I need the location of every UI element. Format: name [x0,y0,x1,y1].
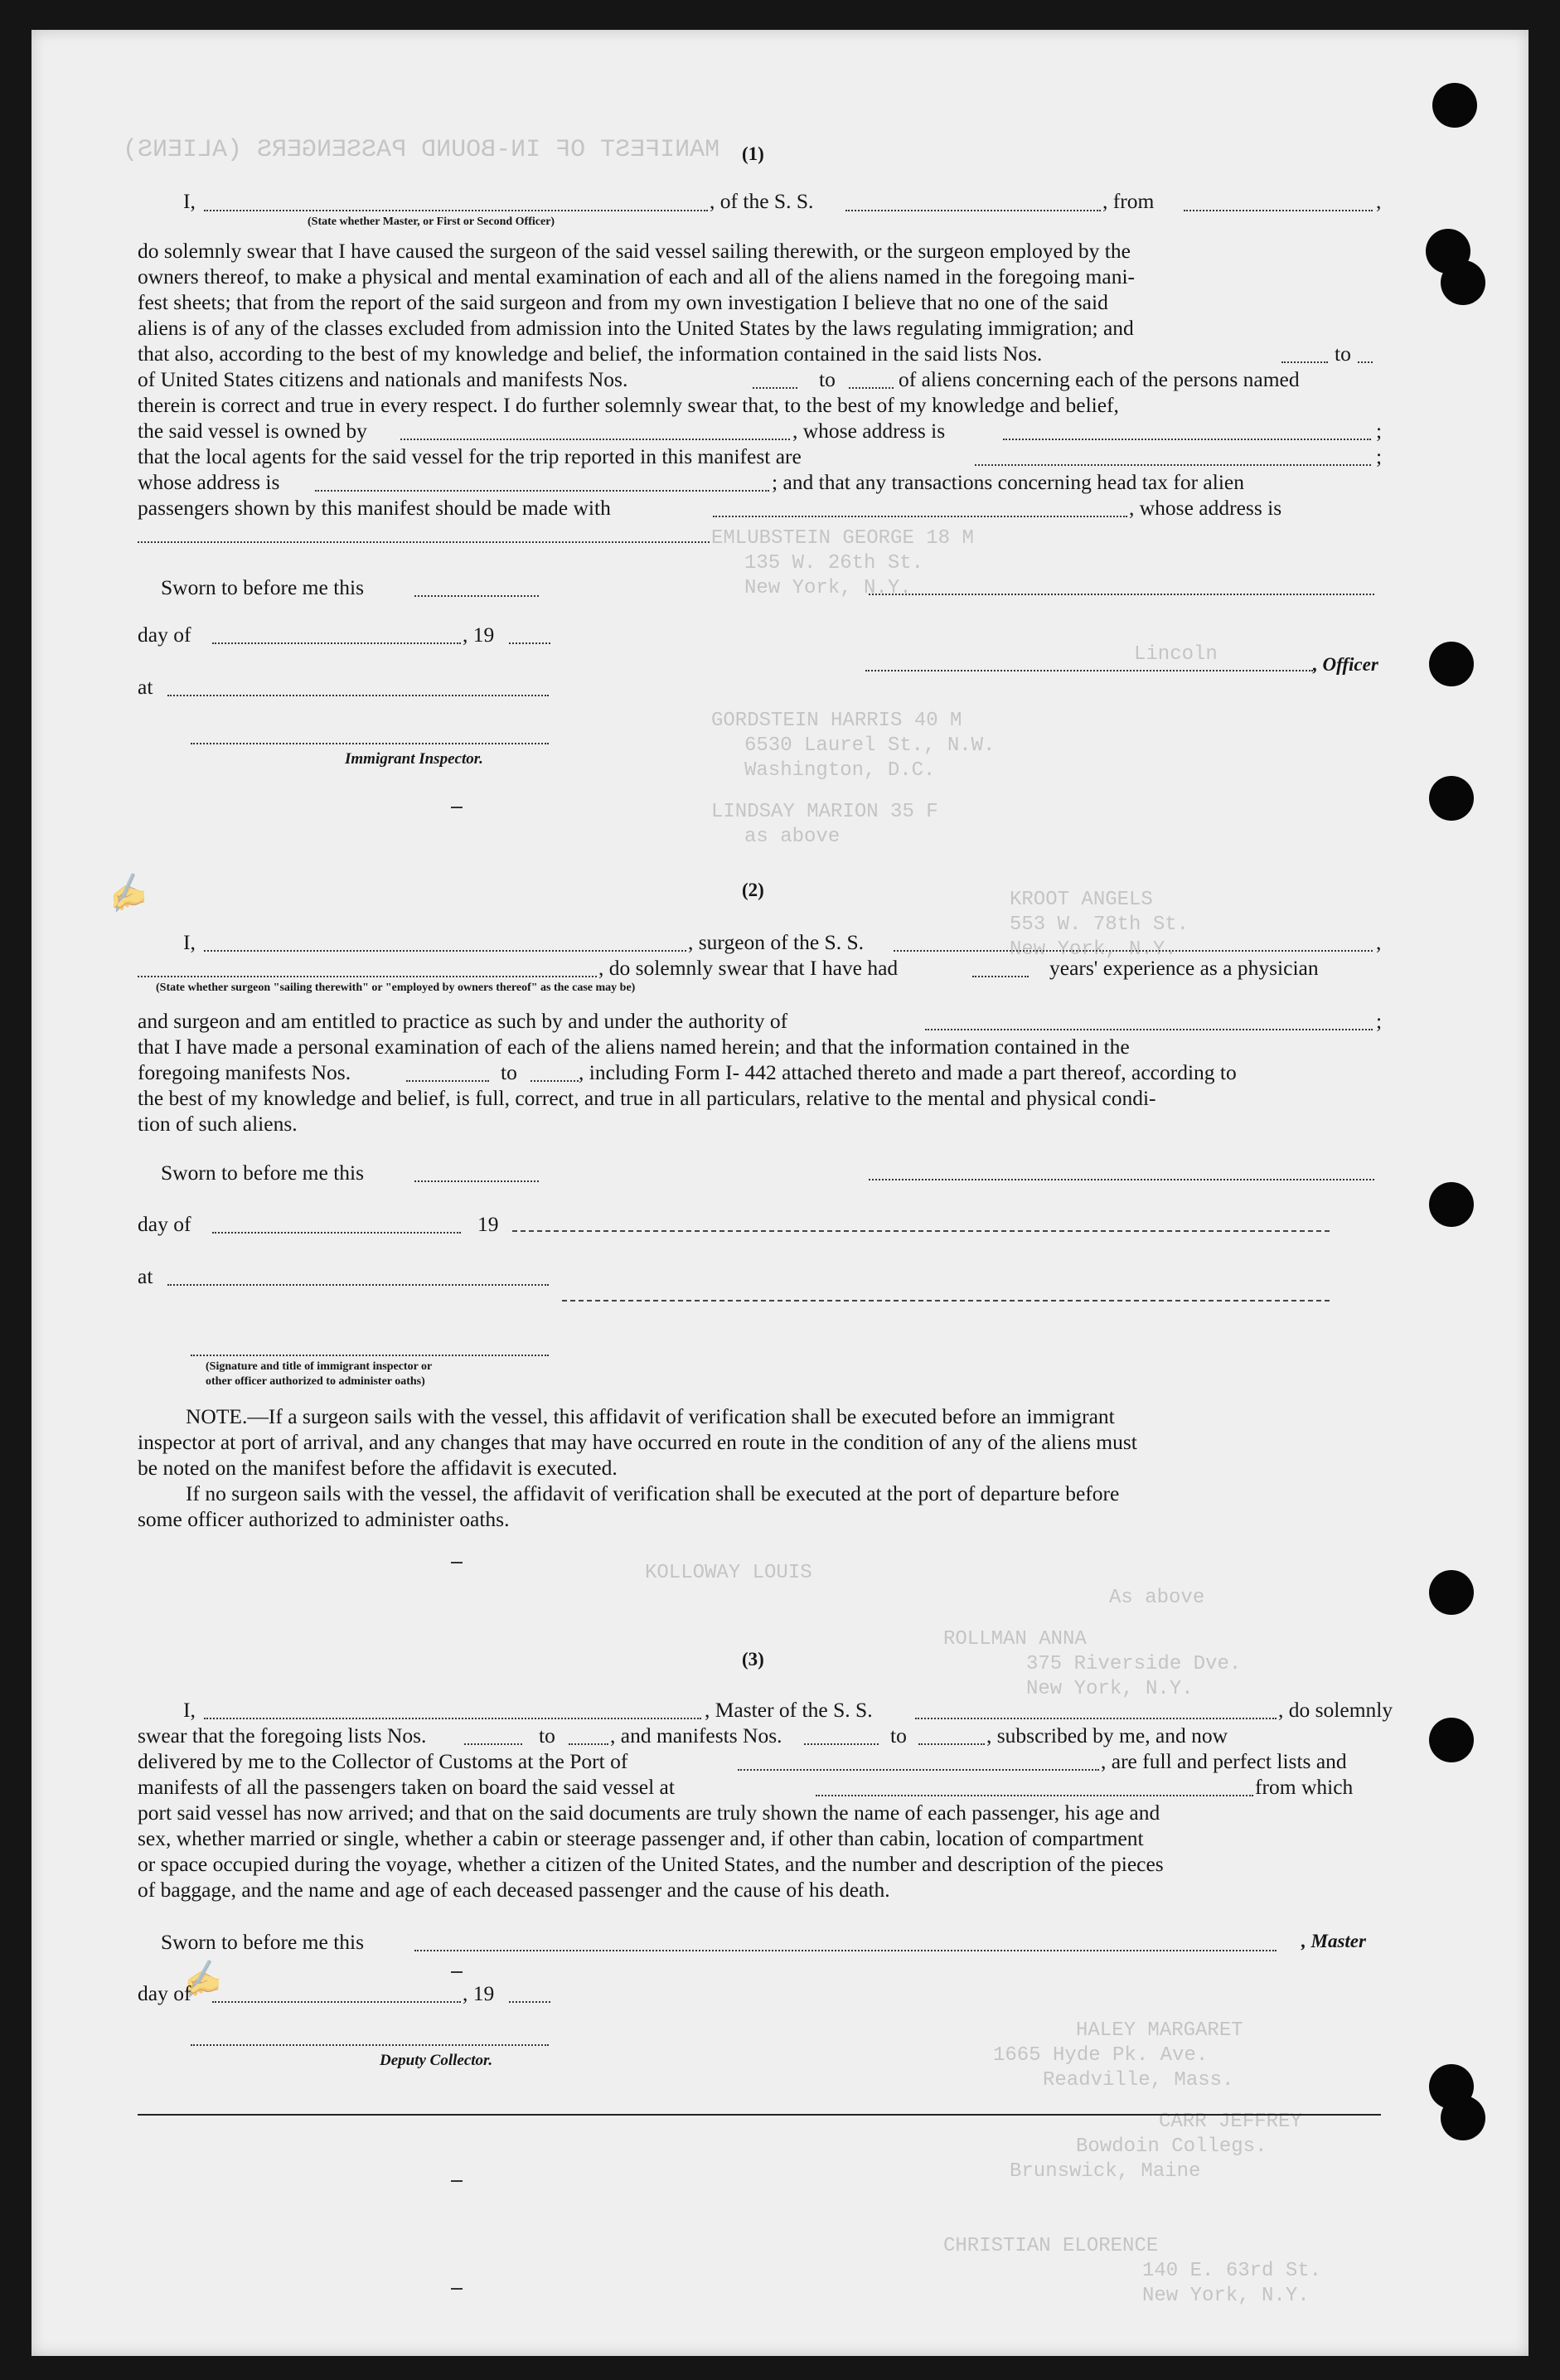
s2-at-blank [167,1284,549,1286]
s3-do-solemnly: , do solemnly [1278,1698,1393,1722]
s3-manifests-to-blank [918,1743,985,1745]
s1-inspector-line [191,743,549,744]
s3-line-2: swear that the foregoing lists Nos. [138,1723,427,1747]
s1-head-tax-address-blank [138,541,710,543]
s1-year-blank [509,642,550,644]
bleed-line: HALEY MARGARET [1076,2019,1243,2042]
bleed-line: As above [1109,1587,1205,1609]
s1-line-8: the said vessel is owned by [138,419,367,443]
bleed-header: MANIFEST OF IN-BOUND PASSENGERS (ALIENS) [123,136,720,164]
s1-sworn: Sworn to before me this [161,575,365,599]
s3-line-4: manifests of all the passengers taken on board the said vessel at [138,1775,675,1799]
section-1-number: (1) [742,143,764,164]
s1-owner-blank [400,439,790,440]
s3-line-5: port said vessel has now arrived; and that on the said documents are truly shown the name of each passenger, his age and [138,1801,1160,1825]
s2-note-5: some officer authorized to administer oaths. [138,1507,510,1531]
s1-manifests-to-blank [849,387,894,389]
s2-form: , including Form I- 442 attached thereto and made a part thereof, according to [579,1060,1237,1084]
bleed-line: Brunswick, Maine [1010,2160,1201,2183]
bleed-line: Readville, Mass. [1043,2069,1234,2092]
s3-day-of: day of [138,1981,191,2005]
s1-inspector-label: Immigrant Inspector. [345,750,483,768]
semicolon: ; [1376,1009,1383,1033]
s2-authority-blank [925,1029,1373,1030]
mark [451,807,463,808]
s1-day-blank [212,642,461,644]
s2-note-3: be noted on the manifest before the affidavit is executed. [138,1456,618,1480]
s1-at: at [138,675,153,699]
bottom-rule [138,2114,1381,2116]
s1-from: , from [1102,189,1155,213]
s2-note-4: If no surgeon sails with the vessel, the affidavit of verification shall be executed at the port of departure before [186,1481,1120,1505]
s2-manifests-to-blank [530,1080,579,1082]
s1-line-10: whose address is [138,470,280,494]
s2-line-2: that I have made a personal examination of each of the aliens named herein; and that the information contained in the [138,1035,1130,1059]
punch-hole [1429,1570,1474,1615]
s2-at: at [138,1264,153,1288]
s1-line-2: owners thereof, to make a physical and mental examination of each and all of the aliens named in the foregoing mani- [138,264,1136,288]
s1-officer-blank [204,210,708,211]
s1-at-blank [167,695,549,696]
s2-sig-note-2: other officer authorized to administer oaths) [206,1375,425,1388]
bleed-line: New York, N.Y. [1010,938,1177,961]
s1-line-5: that also, according to the best of my knowledge and belief, the information contained in the said lists Nos. [138,342,1043,366]
punch-hole [1441,260,1485,305]
s3-master-of: , Master of the S. S. [705,1698,873,1722]
bleed-line: 553 W. 78th St. [1010,914,1189,936]
s3-port-blank [738,1769,1099,1771]
s1-sworn-blank [414,595,539,597]
bleed-line: CHRISTIAN ELORENCE [943,2235,1159,2257]
s2-ship-blank [894,950,1373,952]
s2-sailing-note: (State whether surgeon "sailing therewith" or "employed by owners thereof" as the case may be) [156,982,636,994]
bleed-line: Washington, D.C. [744,759,936,782]
s1-officer-label: , Officer [1313,654,1378,675]
s3-to: to [539,1723,555,1747]
s2-years: years' experience as a physician [1049,956,1319,980]
s1-officer-signature-line [869,594,1374,595]
s1-ship-blank [845,210,1101,211]
s3-lists-blank [464,1743,522,1745]
bleed-line: CARR JEFFREY [1159,2111,1302,2133]
s1-agents-blank [975,464,1371,466]
punch-hole [1429,776,1474,821]
s3-and-manifests: , and manifests Nos. [610,1723,782,1747]
s2-swear-had: , do solemnly swear that I have had [598,956,899,980]
punch-hole [1429,642,1474,686]
s1-to-2: to [819,367,836,391]
s1-line-9: that the local agents for the said vessel for the trip reported in this manifest are [138,444,802,468]
s2-dashed-line [512,1230,1330,1232]
punch-hole [1429,1718,1474,1762]
s3-lists-to-blank [569,1743,608,1745]
s3-line-8: of baggage, and the name and age of each deceased passenger and the cause of his death. [138,1878,890,1902]
manifest-page [31,30,1529,2356]
bleed-line: ROLLMAN ANNA [943,1628,1087,1650]
s2-to: to [501,1060,517,1084]
s3-year-blank [509,2001,550,2003]
s2-dashed-line-2 [562,1300,1330,1301]
bleed-line: New York, N.Y. [744,577,912,599]
s1-intro: I, [183,189,196,213]
comma: , [1376,189,1382,213]
s3-sworn: Sworn to before me this [161,1930,365,1954]
s2-manifests-blank [406,1080,489,1082]
s3-collector-line [191,2044,549,2046]
s2-surgeon-blank [204,950,686,952]
s2-sworn: Sworn to before me this [161,1161,365,1185]
s3-collector-label: Deputy Collector. [380,2052,493,2069]
s2-note-2: inspector at port of arrival, and any changes that may have occurred en route in the condition of any of the aliens must [138,1430,1137,1454]
s3-to-2: to [890,1723,907,1747]
s2-surgeon-signature-line [869,1179,1374,1180]
bleed-line: KROOT ANGELS [1010,889,1153,911]
s3-subscribed: , subscribed by me, and now [986,1723,1228,1747]
s2-sailing-blank [138,976,597,977]
s2-line-1: and surgeon and am entitled to practice as such by and under the authority of [138,1009,788,1033]
mark [451,1562,463,1563]
bleed-line: 6530 Laurel St., N.W. [744,734,996,757]
s3-full-lists: , are full and perfect lists and [1101,1749,1347,1773]
bleed-line: as above [744,826,841,848]
s3-intro: I, [183,1698,196,1722]
s2-signature-line [191,1355,549,1356]
mark [451,2180,463,2182]
semicolon: ; [1376,444,1383,468]
s2-year: 19 [477,1212,499,1236]
bleed-line: LINDSAY MARION 35 F [711,801,938,823]
bleed-line: 140 E. 63rd St. [1142,2260,1322,2282]
s1-head-tax: ; and that any transactions concerning head tax for alien [772,470,1244,494]
s3-line-7: or space occupied during the voyage, whether a citizen of the United States, and the number and description of the pieces [138,1852,1164,1876]
bleed-line: GORDSTEIN HARRIS 40 M [711,710,962,732]
s1-from-blank [1184,210,1373,211]
s2-years-blank [972,976,1029,977]
s2-day-of: day of [138,1212,191,1236]
bleed-line: Lincoln [1134,643,1218,666]
bleed-line: 135 W. 26th St. [744,552,924,574]
s3-master-blank [204,1718,701,1719]
s1-line-4: aliens is of any of the classes excluded from admission into the United States by the laws regulating immigration; and [138,316,1134,340]
s2-intro: I, [183,930,196,954]
s2-line-3: foregoing manifests Nos. [138,1060,351,1084]
s1-of-ss: , of the S. S. [710,189,814,213]
s2-day-blank [212,1232,461,1234]
bleed-line: New York, N.Y. [1142,2285,1310,2307]
section-2-number: (2) [742,880,764,900]
bleed-line: KOLLOWAY LOUIS [645,1562,812,1584]
s2-sworn-blank [414,1180,539,1182]
punch-hole [1441,2096,1485,2140]
s1-head-tax-blank [713,516,1127,517]
punch-hole [1432,83,1477,128]
s1-whose-address: , whose address is [792,419,946,443]
s1-line-3: fest sheets; that from the report of the said surgeon and from my own investigation I believe that no one of the said [138,290,1108,314]
semicolon: ; [1376,419,1383,443]
s2-sig-note-1: (Signature and title of immigrant inspector or [206,1360,433,1373]
s1-officer-note: (State whether Master, or First or Second Officer) [308,216,555,228]
s1-manifests-blank [753,387,797,389]
s3-line-3: delivered by me to the Collector of Customs at the Port of [138,1749,628,1773]
section-3-number: (3) [742,1649,764,1670]
punch-hole [1429,1182,1474,1227]
s1-line-11: passengers shown by this manifest should be made with [138,496,611,520]
s3-from-which: from which [1255,1775,1354,1799]
s1-day-of: day of [138,623,191,647]
s1-officer-title-line [865,670,1313,671]
s1-of-aliens: of aliens concerning each of the persons named [899,367,1300,391]
s1-whose-address-2: , whose address is [1129,496,1282,520]
s2-line-5: tion of such aliens. [138,1112,298,1136]
s3-sworn-blank [414,1950,1277,1951]
bleed-line: 375 Riverside Dve. [1026,1653,1242,1675]
s3-master-label: , Master [1301,1931,1366,1951]
s3-year: , 19 [463,1981,495,2005]
s3-ship-blank [915,1718,1277,1719]
faint-stamp: ✍ [176,1956,225,2003]
s1-to: to [1335,342,1351,366]
s2-note-1: NOTE.—If a surgeon sails with the vessel, this affidavit of verification shall be executed before an immigrant [186,1404,1115,1428]
s2-line-4: the best of my knowledge and belief, is full, correct, and true in all particulars, relative to the mental and physical condi- [138,1086,1156,1110]
s3-line-6: sex, whether married or single, whether a cabin or steerage passenger and, if other than cabin, location of compartment [138,1826,1144,1850]
s2-surgeon-of: , surgeon of the S. S. [688,930,865,954]
s1-lists-to-blank [1358,361,1373,363]
s1-line-7: therein is correct and true in every respect. I do further solemnly swear that, to the best of my knowledge and belief, [138,393,1119,417]
s1-year: , 19 [463,623,495,647]
comma: , [1376,930,1382,954]
bleed-line: New York, N.Y. [1026,1678,1194,1700]
bleed-line: 1665 Hyde Pk. Ave. [993,2044,1209,2067]
bleed-line: EMLUBSTEIN GEORGE 18 M [711,527,974,550]
s3-manifests-blank [804,1743,879,1745]
s1-owner-address-blank [1003,439,1371,440]
faint-stamp: ✍ [100,870,151,918]
mark [451,2288,463,2290]
s3-vessel-at-blank [816,1795,1253,1796]
mark [451,1971,463,1973]
s1-lists-blank [1281,361,1328,363]
s1-line-6: of United States citizens and nationals and manifests Nos. [138,367,628,391]
s3-day-blank [212,2001,461,2003]
s1-line-1: do solemnly swear that I have caused the surgeon of the said vessel sailing therewith, or the surgeon employed by the [138,239,1131,263]
s1-agents-address-blank [315,490,769,492]
bleed-line: Bowdoin Collegs. [1076,2135,1267,2158]
